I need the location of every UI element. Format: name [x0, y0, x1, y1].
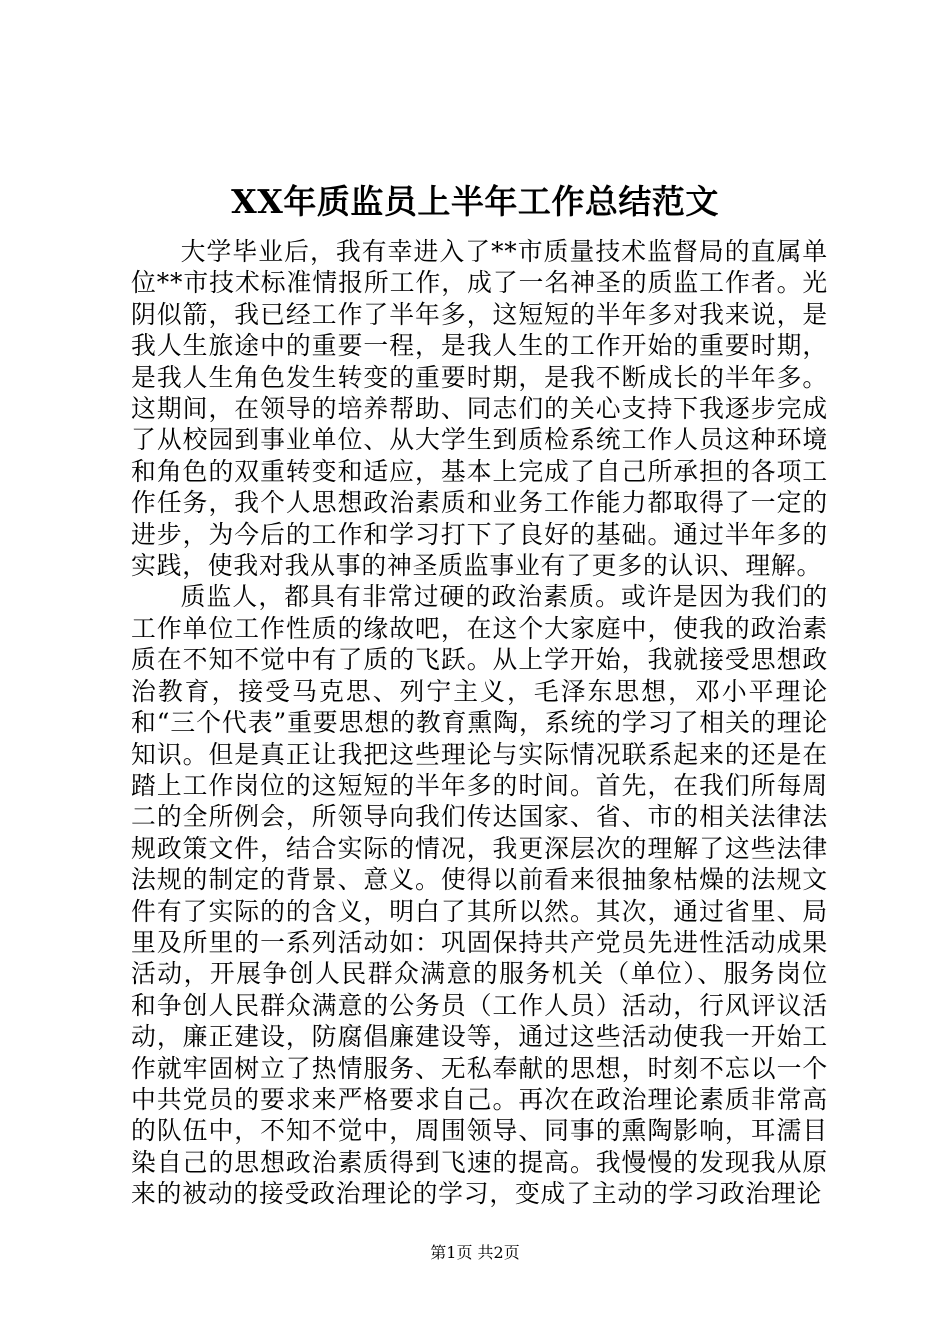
document-title: XX年质监员上半年工作总结范文 [231, 182, 719, 221]
page-number-footer: 第1页 共2页 [430, 1243, 520, 1262]
paragraph: 质监人，都具有非常过硬的政治素质。或许是因为我们的工作单位工作性质的缘故吧，在这个大家庭中，使我的政治素质在不知不觉中有了质的飞跃。从上学开始，我就接受思想政治教育，接受马克思、列宁主义，毛泽东思想，邓小平理论和“三个代表”重要思想的教育熏陶，系统的学习了相关的理论知识。但是真正让我把这些理论与实际情况联系起来的还是在踏上工作岗位的这短短的半年多的时间。首先，在我们所每周二的全所例会，所领导向我们传达国家、省、市的相关法律法规政策文件，结合实际的情况，我更深层次的理解了这些法律法规的制定的背景、意义。使得以前看来很抽象枯燥的法规文件有了实际的的含义，明白了其所以然。其次，通过省里、局里及所里的一系列活动如：巩固保持共产党员先进性活动成果活动，开展争创人民群众满意的服务机关（单位）、服务岗位和争创人民群众满意的公务员（工作人员）活动，行风评议活动，廉正建设，防腐倡廉建设等，通过这些活动使我一开始工作就牢固树立了热情服务、无私奉献的思想，时刻不忘以一个中共党员的要求来严格要求自己。再次在政治理论素质非常高的队伍中，不知不觉中，周围领导、同事的熏陶影响，耳濡目染自己的思想政治素质得到飞速的提高。我慢慢的发现我从原来的被动的接受政治理论的学习，变成了主动的学习政治理论 [131, 582, 828, 1209]
document-body [131, 236, 828, 1210]
paragraph: 大学毕业后，我有幸进入了**市质量技术监督局的直属单位**市技术标准情报所工作，成了一名神圣的质监工作者。光阴似箭，我已经工作了半年多，这短短的半年多对我来说，是我人生旅途中的重要一程，是我人生的工作开始的重要时期，是我人生角色发生转变的重要时期，是我不断成长的半年多。这期间，在领导的培养帮助、同志们的关心支持下我逐步完成了从校园到事业单位、从大学生到质检系统工作人员这种环境和角色的双重转变和适应，基本上完成了自己所承担的各项工作任务，我个人思想政治素质和业务工作能力都取得了一定的进步，为今后的工作和学习打下了良好的基础。通过半年多的实践，使我对我从事的神圣质监事业有了更多的认识、理解。 [131, 237, 828, 581]
